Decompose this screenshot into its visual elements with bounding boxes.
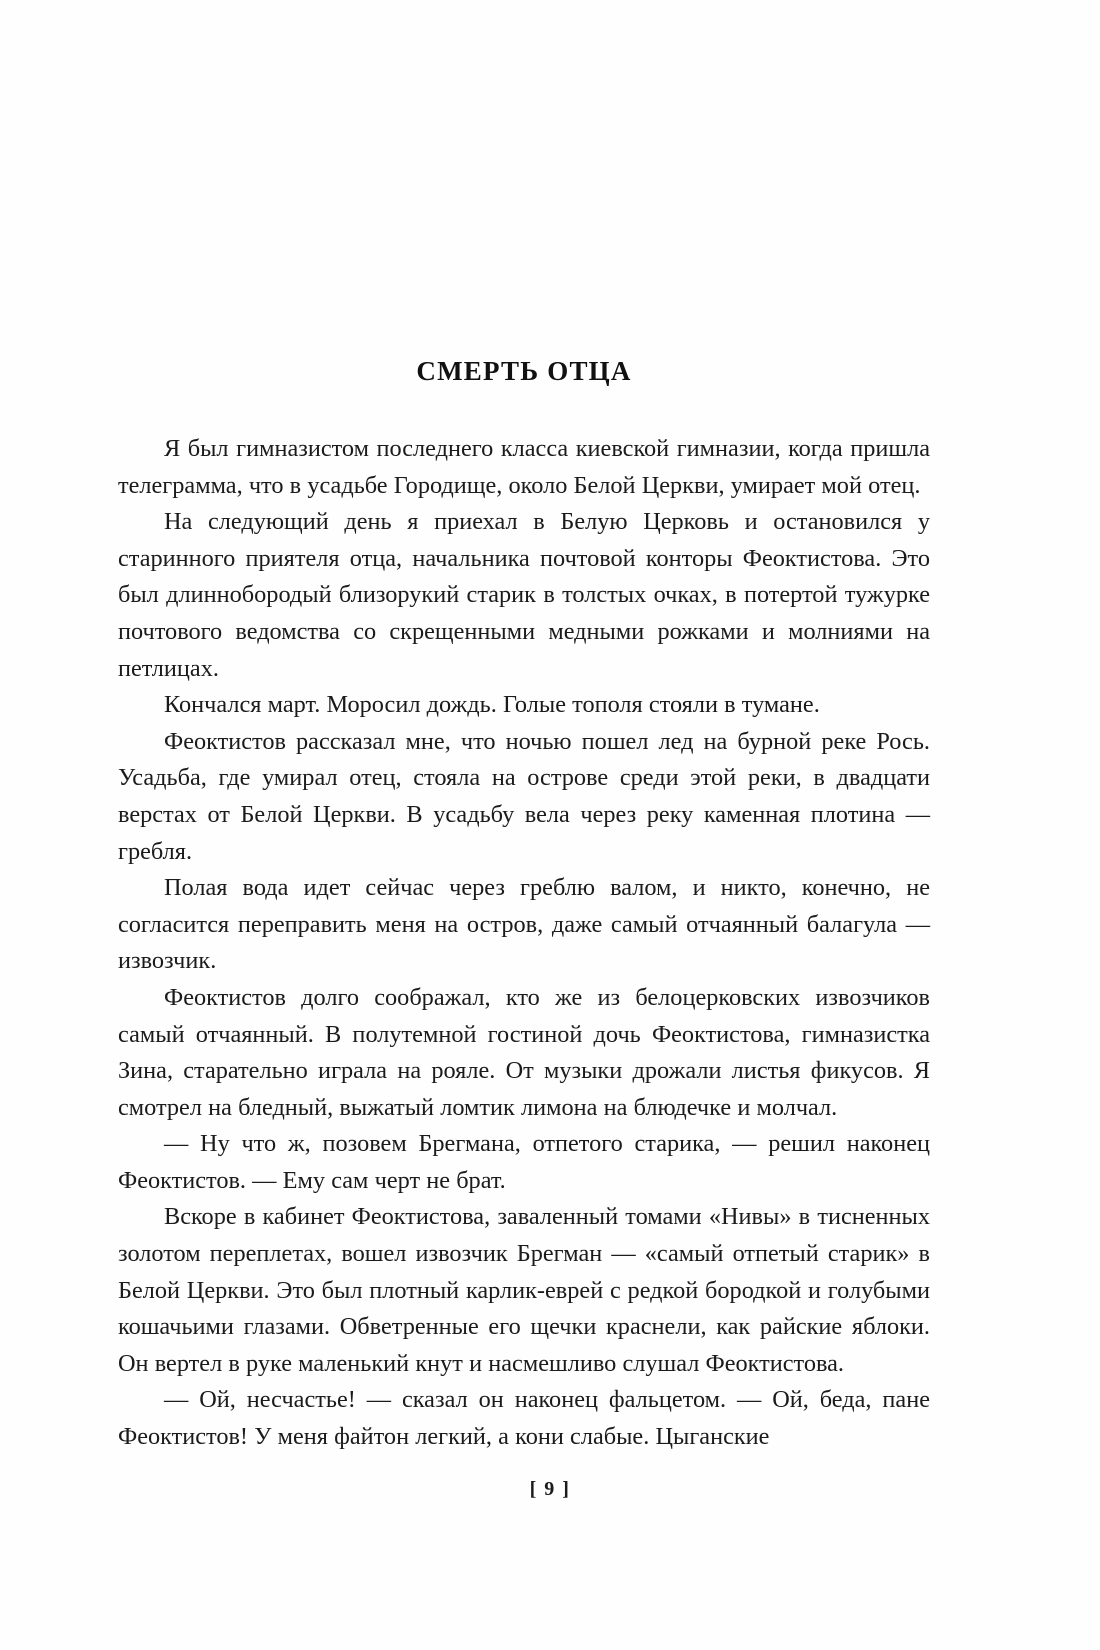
paragraph: Феоктистов рассказал мне, что ночью пошел лед на бурной реке Рось. Усадьба, где умирал отец, стояла на острове среди этой реки, в двадцати верстах от Белой Церкви. В усадьбу вела через реку каменная плотина — гребля. [118,727,930,865]
paragraph: Вскоре в кабинет Феоктистова, заваленный томами «Нивы» в тисненных золотом переплетах, вошел извозчик Брегман — «самый отпетый старик» в Белой Церкви. Это был плотный карлик-еврей с редкой бородкой и голубыми кошачьими глазами. Обветренные его щечки краснели, как райские яблоки. Он вертел в руке маленький кнут и насмешливо слушал Феоктистова. [118,1203,930,1377]
paragraph: Полая вода идет сейчас через греблю валом, и никто, конечно, не согласится переправить меня на остров, даже самый отчаянный балагула — извозчик. [118,874,930,975]
paragraph: Феоктистов долго соображал, кто же из белоцерковских извозчиков самый отчаянный. В полутемной гостиной дочь Феоктистова, гимназистка Зина, старательно играла на рояле. От музыки дрожали листья фикусов. Я смотрел на бледный, выжатый ломтик лимона на блюдечке и молчал. [118,983,930,1121]
chapter-title: СМЕРТЬ ОТЦА [416,356,632,386]
page-number: [ 9 ] [529,1478,571,1500]
paragraph: Я был гимназистом последнего класса киевской гимназии, когда пришла телеграмма, что в усадьбе Городище, около Белой Церкви, умирает мой отец. [118,435,930,499]
paragraph: Кончался март. Моросил дождь. Голые тополя стояли в тумане. [164,691,820,719]
paragraph: На следующий день я приехал в Белую Церковь и остановился у старинного приятеля отца, начальника почтовой конторы Феоктистова. Это был длиннобородый близорукий старик в толстых очках, в потертой тужурке почтового ведомства со скрещенными медными рожками и молниями на петлицах. [118,508,930,682]
paragraph: — Ой, несчастье! — сказал он наконец фальцетом. — Ой, беда, пане Феоктистов! У меня файтон легкий, а кони слабые. Цыганские [118,1386,930,1451]
page-text-block [118,356,930,1456]
paragraph: — Ну что ж, позовем Брегмана, отпетого старика, — решил наконец Феоктистов. — Ему сам черт не брат. [118,1130,930,1194]
